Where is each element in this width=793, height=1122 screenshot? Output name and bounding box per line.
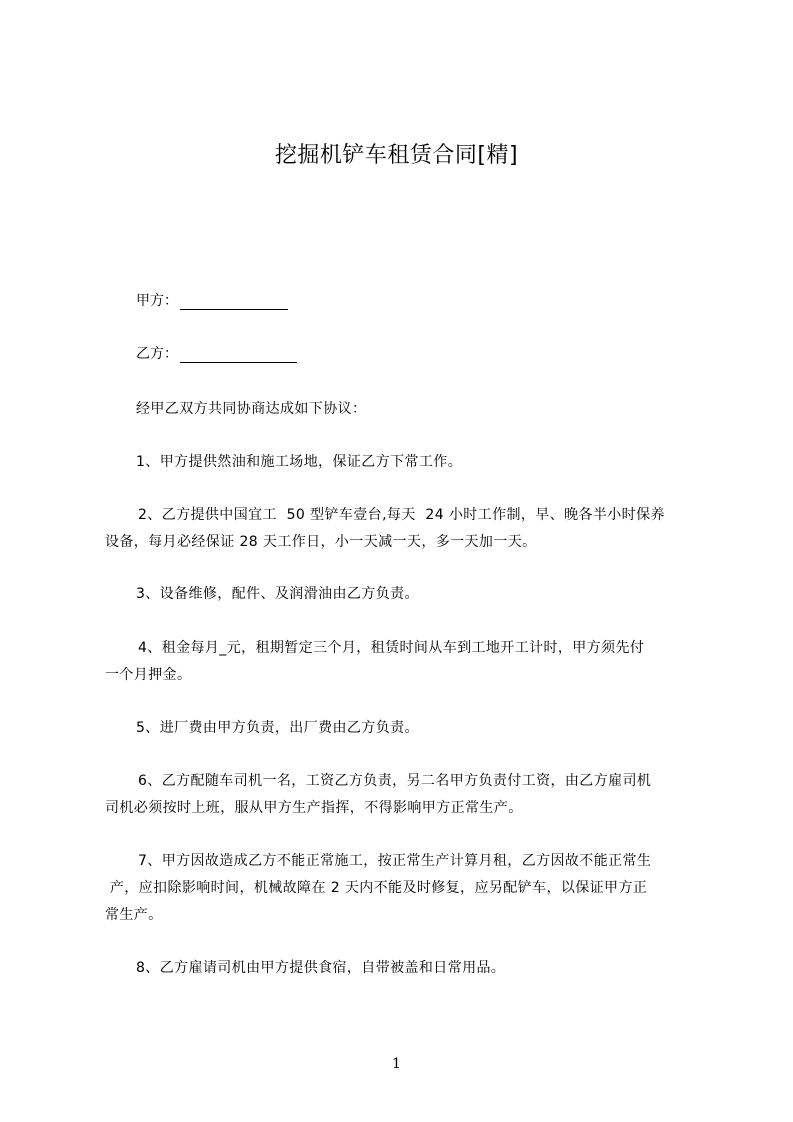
clause-8: 8、乙方雇请司机由甲方提供食宿，自带被盖和日常用品。 xyxy=(136,960,506,976)
clause-4-line-2: 一个月押金。 xyxy=(105,667,192,683)
party-b-row xyxy=(136,345,297,363)
clause-1: 1、甲方提供然油和施工场地，保证乙方下常工作。 xyxy=(136,454,463,470)
party-b-blank xyxy=(180,348,297,363)
clause-2-line-2: 设备，每月必经保证 28 天工作日，小一天减一天，多一天加一天。 xyxy=(105,534,537,550)
clause-6-line-1: 6、乙方配随车司机一名，工资乙方负责，另二名甲方负责付工资，由乙方雇司机 xyxy=(138,773,652,789)
party-b-label: 乙方： xyxy=(136,346,178,362)
clause-3: 3、设备维修，配件、及润滑油由乙方负责。 xyxy=(136,586,419,602)
party-a-label: 甲方： xyxy=(136,293,178,309)
intro-text: 经甲乙双方共同协商达成如下协议： xyxy=(136,401,367,417)
clause-7-line-1: 7、甲方因故造成乙方不能正常施工，按正常生产计算月租，乙方因故不能正常生 xyxy=(138,853,652,869)
clause-5: 5、进厂费由甲方负责，出厂费由乙方负责。 xyxy=(136,720,419,736)
document-title: 挖掘机铲车租赁合同[精] xyxy=(274,143,519,168)
clause-4-line-1: 4、租金每月_元，租期暂定三个月，租赁时间从车到工地开工计时，甲方须先付 xyxy=(138,640,645,656)
party-a-blank xyxy=(180,295,288,310)
clause-7-line-3: 常生产。 xyxy=(105,907,163,923)
clause-7-line-2: 产，应扣除影响时间，机械故障在 2 天内不能及时修复，应另配铲车，以保证甲方正 xyxy=(105,880,648,896)
page-number: 1 xyxy=(392,1056,401,1072)
clause-2-line-1: 2、乙方提供中国宜工 50 型铲车壹台,每天 24 小时工作制，早、晚各半小时保养 xyxy=(138,507,665,523)
party-a-row xyxy=(136,292,288,310)
clause-6-line-2: 司机必须按时上班，服从甲方生产指挥，不得影响甲方正常生产。 xyxy=(105,800,523,816)
